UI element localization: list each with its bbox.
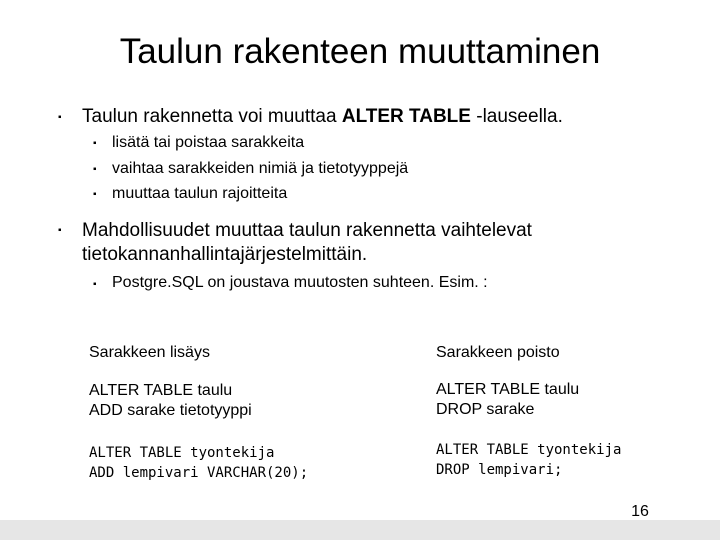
slide-title: Taulun rakenteen muuttaminen	[119, 32, 601, 71]
bullet-text: Mahdollisuudet muuttaa taulun rakennetta vaihtelevat	[82, 220, 532, 241]
bullet-dbms-variation	[82, 219, 532, 267]
bullet-text: -lauseella.	[470, 106, 563, 127]
bullet-marker: ▪	[93, 138, 97, 149]
bullet-text: Taulun rakennetta voi muuttaa	[82, 106, 342, 127]
bullet-text: tietokannanhallintajärjestelmittäin.	[82, 244, 368, 265]
syntax-line: ADD sarake tietotyyppi	[89, 402, 252, 419]
right-example-code	[436, 440, 621, 480]
bullet-marker: ▪	[93, 279, 97, 290]
left-syntax	[89, 381, 252, 421]
bullet-marker: ▪	[58, 112, 62, 123]
code-line: ADD lempivari VARCHAR(20);	[89, 465, 309, 481]
bullet-alter-table	[82, 105, 563, 129]
left-example-code	[89, 443, 308, 483]
sub-bullet: Postgre.SQL on joustava muutosten suhteen. Esim. :	[112, 274, 488, 291]
bullet-marker: ▪	[58, 225, 62, 236]
code-line: ALTER TABLE tyontekija	[89, 445, 275, 461]
bullet-marker: ▪	[93, 164, 97, 175]
sub-bullet: vaihtaa sarakkeiden nimiä ja tietotyyppejä	[112, 160, 409, 177]
sub-bullet: lisätä tai poistaa sarakkeita	[112, 134, 305, 151]
code-line: ALTER TABLE tyontekija	[436, 442, 622, 458]
bullet-marker: ▪	[93, 189, 97, 200]
bullet-keyword: ALTER TABLE	[341, 106, 471, 127]
syntax-line: ALTER TABLE taulu	[89, 382, 233, 399]
code-line: DROP lempivari;	[436, 462, 563, 478]
syntax-line: ALTER TABLE taulu	[436, 381, 580, 398]
right-column-header: Sarakkeen poisto	[436, 344, 560, 361]
left-column-header: Sarakkeen lisäys	[89, 344, 210, 361]
right-syntax	[436, 380, 579, 420]
sub-bullet: muuttaa taulun rajoitteita	[112, 185, 288, 202]
footer-bar	[0, 520, 720, 540]
page-number: 16	[631, 503, 649, 520]
syntax-line: DROP sarake	[436, 401, 535, 418]
